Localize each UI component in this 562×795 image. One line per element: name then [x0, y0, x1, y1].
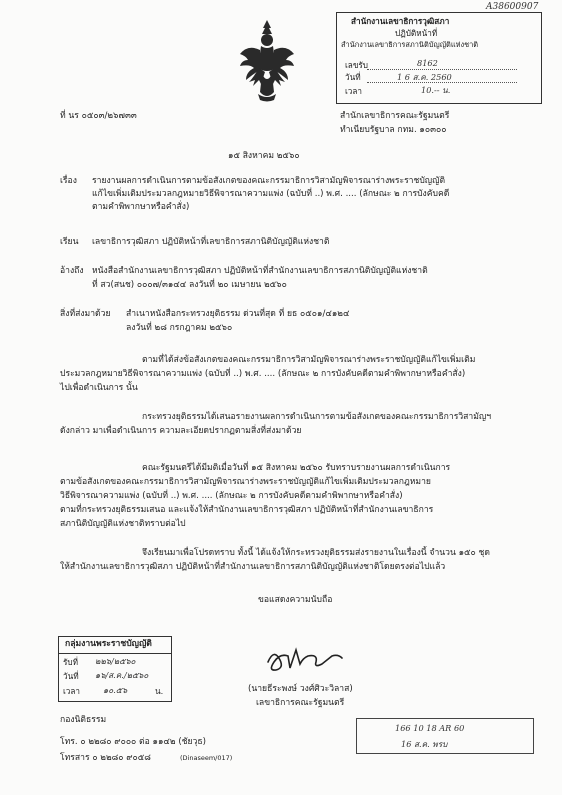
date-stamp [356, 718, 534, 754]
subject-label: เรื่อง [60, 176, 77, 186]
paragraph-line: ให้สำนักงานเลขาธิการวุฒิสภา ปฏิบัติหน้าที่สำนักงานเลขาธิการสภานิติบัญญัติแห่งชาติโดยตรงต่อไปแล้ว [60, 562, 446, 572]
stamp-line-1: สำนักงานเลขาธิการวุฒิสภา [351, 16, 450, 26]
paragraph-line: ตามข้อสังเกตของคณะกรรมาธิการวิสามัญพิจารณาร่างพระราชบัญญัติแก้ไขเพิ่มเติมประมวลกฎหมาย [60, 477, 431, 487]
signature-image [262, 640, 352, 680]
office-address: ทำเนียบรัฐบาล กทม. ๑๐๓๐๐ [340, 125, 447, 135]
stamp-date-label: วันที่ [345, 72, 361, 82]
document-date: ๑๕ สิงหาคม ๒๕๖๐ [228, 151, 300, 161]
paragraph-line: ตามที่กระทรวงยุติธรรมเสนอ และแจ้งให้สำนักงานเลขาธิการวุฒิสภา ปฏิบัติหน้าที่สำนักงานเลขาธิการ [60, 505, 434, 515]
stamp-line-3: สำนักงานเลขาธิการสภานิติบัญญัติแห่งชาติ [341, 40, 479, 49]
stamp-receive-label: เลขรับ [345, 60, 369, 70]
document-number: ที่ นร ๐๕๐๓/๒๖๗๓๓ [60, 111, 137, 121]
footer-fax: โทรสาร ๐ ๒๒๘๐ ๙๐๕๘ [60, 753, 151, 763]
reference-line: ที่ สว(สนช) ๐๐๐๗/๓๑๔๔ ลงวันที่ ๒๐ เมษายน ๒๕๖๐ [92, 280, 287, 290]
stamp-divider [367, 69, 517, 70]
registry-time-unit: น. [155, 686, 164, 696]
reference-label: อ้างถึง [60, 266, 84, 276]
stamp-divider [367, 82, 517, 83]
paragraph-line: ตามที่ได้ส่งข้อสังเกตของคณะกรรมาธิการวิสามัญพิจารณาร่างพระราชบัญญัติแก้ไขเพิ่มเติม [142, 355, 476, 365]
stamp-time-label: เวลา [345, 86, 363, 96]
registry-date-label: วันที่ [63, 671, 79, 681]
stamp-line-2: ปฏิบัติหน้าที่ [395, 28, 438, 38]
footer-division: กองนิติธรรม [60, 715, 107, 725]
enclosure-line: ลงวันที่ ๒๘ กรกฎาคม ๒๕๖๐ [126, 323, 233, 333]
registry-date-value: ๑๖/ส.ค./๒๕๖๐ [95, 670, 149, 680]
paragraph-line: สภานิติบัญญัติแห่งชาติทราบต่อไป [60, 519, 186, 529]
date-stamp-line-2: 16 ส.ค. พรบ [401, 739, 448, 749]
document-code: A38600907 [486, 2, 539, 12]
signatory-name: (นายธีระพงษ์ วงศ์ศิวะวิลาส) [248, 684, 353, 694]
registry-time-label: เวลา [63, 686, 81, 696]
footer-fax-note: (Dinaseem/017) [180, 754, 233, 762]
stamp-time-value: 10.-- น. [421, 85, 451, 95]
receiving-stamp [336, 12, 542, 104]
registry-stamp [58, 636, 172, 702]
registry-receive-value: ๒๒๖/๒๕๖๐ [95, 656, 136, 666]
subject-line: ตามคำพิพากษาหรือคำสั่ง) [92, 202, 190, 212]
stamp-receive-value: 8162 [417, 58, 438, 68]
stamp-divider [59, 653, 171, 654]
issuing-office: สำนักเลขาธิการคณะรัฐมนตรี [340, 111, 450, 121]
closing-text: ขอแสดงความนับถือ [258, 595, 333, 605]
signatory-position: เลขาธิการคณะรัฐมนตรี [256, 698, 345, 708]
salutation-text: เลขาธิการวุฒิสภา ปฏิบัติหน้าที่เลขาธิการสภานิติบัญญัติแห่งชาติ [92, 237, 330, 247]
date-stamp-line-1: 166 10 18 AR 60 [395, 723, 465, 733]
paragraph-line: คณะรัฐมนตรีได้มีมติเมื่อวันที่ ๑๕ สิงหาคม ๒๕๖๐ รับทราบรายงานผลการดำเนินการ [142, 463, 451, 473]
stamp-date-value: 1 6 ส.ค. 2560 [397, 72, 452, 82]
paragraph-line: ไปเพื่อดำเนินการ นั้น [60, 383, 138, 393]
salutation-label: เรียน [60, 237, 79, 247]
footer-tel: โทร. ๐ ๒๒๘๐ ๙๐๐๐ ต่อ ๑๑๔๒ (ชัยวุธ) [60, 737, 206, 747]
reference-line: หนังสือสำนักงานเลขาธิการวุฒิสภา ปฏิบัติหน้าที่สำนักงานเลขาธิการสภานิติบัญญัติแห่งชาติ [92, 266, 428, 276]
paragraph-line: วิธีพิจารณาความแพ่ง (ฉบับที่ ..) พ.ศ. .... (ลักษณะ ๒ การบังคับคดีตามคำพิพากษาหรือคำสั่ง) [60, 491, 403, 501]
registry-receive-label: รับที่ [63, 657, 78, 667]
paragraph-line: ประมวลกฎหมายวิธีพิจารณาความแพ่ง (ฉบับที่ ..) พ.ศ. .... (ลักษณะ ๒ การบังคับคดีตามคำพิพากษาหรือคำสั่ง) [60, 369, 466, 379]
paragraph-line: กระทรวงยุติธรรมได้เสนอรายงานผลการดำเนินการตามข้อสังเกตของคณะกรรมาธิการวิสามัญฯ [142, 412, 492, 422]
enclosure-label: สิ่งที่ส่งมาด้วย [60, 309, 111, 319]
registry-time-value: ๑๐.๕๖ [103, 685, 128, 695]
subject-line: รายงานผลการดำเนินการตามข้อสังเกตของคณะกรรมาธิการวิสามัญพิจารณาร่างพระราชบัญญัติ [92, 176, 446, 186]
paragraph-line: ดังกล่าว มาเพื่อดำเนินการ ความละเอียดปรากฏตามสิ่งที่ส่งมาด้วย [60, 426, 302, 436]
subject-line: แก้ไขเพิ่มเติมประมวลกฎหมายวิธีพิจารณาความแพ่ง (ฉบับที่ ..) พ.ศ. .... (ลักษณะ ๒ การบังคับคดี [92, 189, 450, 199]
paragraph-line: จึงเรียนมาเพื่อโปรดทราบ ทั้งนี้ ได้แจ้งให้กระทรวงยุติธรรมส่งรายงานในเรื่องนี้ จำนวน ๑๕๐ ชุด [142, 548, 490, 558]
registry-stamp-title: กลุ่มงานพระราชบัญญัติ [65, 639, 152, 649]
enclosure-line: สำเนาหนังสือกระทรวงยุติธรรม ด่วนที่สุด ที่ ยธ ๐๕๐๑/๔๑๒๔ [126, 309, 350, 319]
garuda-emblem-icon [238, 18, 296, 104]
